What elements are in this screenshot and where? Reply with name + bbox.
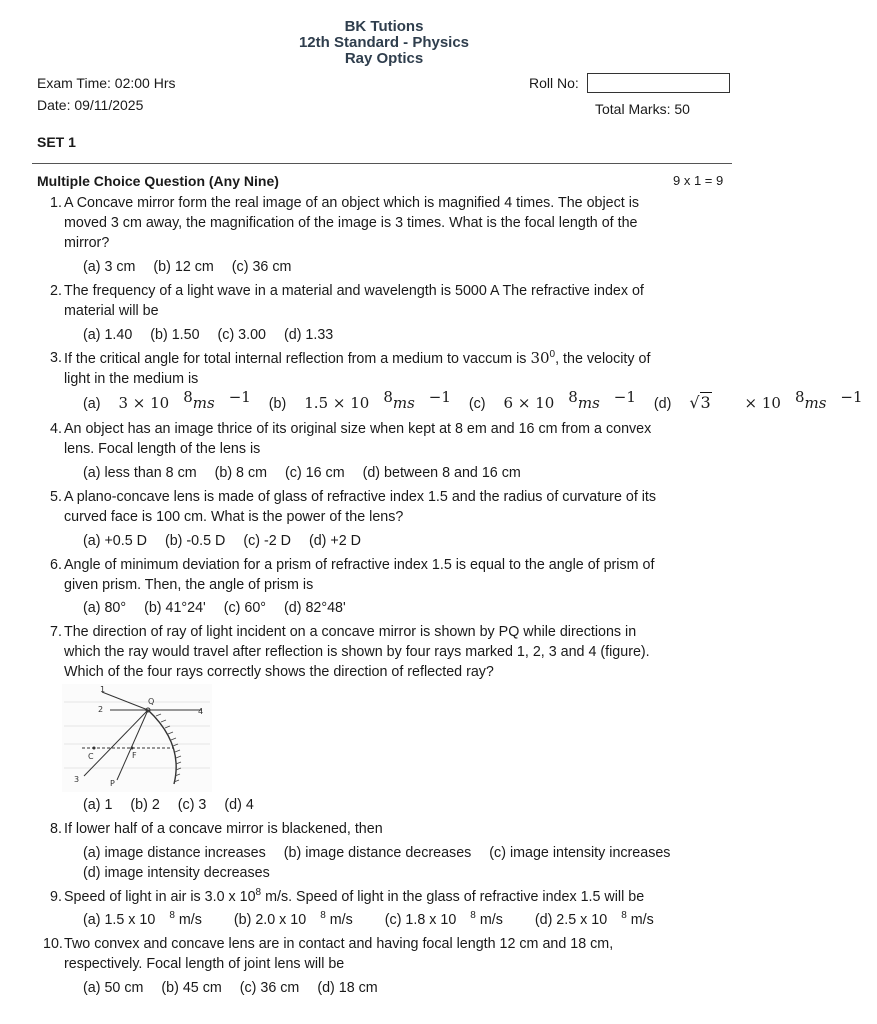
question-6-line: given prism. Then, the angle of prism is [64, 577, 314, 593]
roll-no-box[interactable] [587, 73, 730, 93]
option: (a) image distance increases [83, 845, 266, 861]
option: (b) 1.50 [150, 327, 200, 343]
question-5-line: A plano-concave lens is made of glass of refractive index 1.5 and the radius of curvature of its [64, 489, 657, 505]
institute-name: BK Tutions [344, 18, 424, 35]
section-title: Multiple Choice Question (Any Nine) [37, 173, 279, 189]
question-10-line: respectively. Focal length of joint lens will be [64, 956, 345, 972]
option: (a) 1 [83, 797, 113, 813]
question-7-line: Which of the four rays correctly shows the direction of reflected ray? [64, 664, 494, 680]
question-8-line: If lower half of a concave mirror is blackened, then [64, 821, 383, 837]
option: (a) 3 × 10 $^8$ms $^{-1}$ [83, 388, 251, 412]
exam-time: Exam Time: 02:00 Hrs [37, 75, 176, 91]
option: (c) 60° [223, 600, 267, 616]
option: (a) 3 cm [83, 259, 136, 275]
question-9-line: Speed of light in air is 3.0 x $10^8$ m/s. Speed of light in the glass of refractive index 1.5 will be [64, 887, 645, 905]
figure-label: 4 [198, 707, 204, 716]
question-6-options [83, 598, 360, 618]
question-3-line: light in the medium is [64, 371, 199, 387]
question-4-line: An object has an image thrice of its original size when kept at 8 em and 16 cm from a convex [64, 421, 652, 437]
option: (d) 1.33 [283, 327, 334, 343]
option: (b) 2 [130, 797, 160, 813]
option: (a) less than 8 cm [83, 465, 197, 481]
standard-subject: 12th Standard - Physics [298, 34, 470, 51]
section-marks: 9 x 1 = 9 [673, 173, 724, 188]
question-3-number: 3. [50, 350, 62, 366]
option: (b) 45 cm [161, 980, 222, 996]
question-1-line: A Concave mirror form the real image of an object which is magnified 4 times. The object is [64, 195, 640, 211]
question-2-line: material will be [64, 303, 159, 319]
option: (c) 3 [177, 797, 207, 813]
question-4-line: lens. Focal length of the lens is [64, 441, 261, 457]
option: (d) 2.5 x 10 $^8$ m/s [534, 910, 654, 928]
option: (b) 2.0 x 10 $^8$ m/s [233, 910, 353, 928]
figure-label: 2 [98, 705, 104, 714]
option: (d) 18 cm [317, 980, 378, 996]
option: (c) -2 D [243, 533, 291, 549]
question-4-number: 4. [50, 421, 62, 437]
option: (d) 4 [224, 797, 254, 813]
question-2-options [83, 325, 347, 345]
question-6-line: Angle of minimum deviation for a prism of refractive index 1.5 is equal to the angle of prism of [64, 557, 655, 573]
question-7-line: The direction of ray of light incident on a concave mirror is shown by PQ while directions in [64, 624, 637, 640]
option: (a) 50 cm [83, 980, 144, 996]
option: (b) 1.5 × 10 $^8$ms $^{-1}$ [268, 388, 451, 412]
question-10-number: 10. [43, 936, 63, 952]
question-2-line: The frequency of a light wave in a material and wavelength is 5000 A The refractive index of [64, 283, 644, 299]
question-8-options [83, 863, 284, 883]
concave-mirror-figure [62, 684, 212, 792]
option: (c) 36 cm [231, 259, 292, 275]
question-1-number: 1. [50, 195, 62, 211]
question-8-options [83, 843, 684, 863]
option: (c) 36 cm [239, 980, 300, 996]
question-1-line: moved 3 cm away, the magnification of the image is 3 times. What is the focal length of the [64, 215, 638, 231]
question-9-options [83, 910, 682, 930]
option: (c) 6 × 10 $^8$ms $^{-1}$ [468, 388, 636, 412]
option: (b) 12 cm [153, 259, 214, 275]
option: (d) √3 × 10 $^8$ms $^{-1}$ [653, 388, 863, 412]
option: (c) 3.00 [217, 327, 266, 343]
total-marks: Total Marks: 50 [595, 101, 690, 117]
option: (c) 16 cm [285, 465, 345, 481]
chapter-title: Ray Optics [344, 50, 424, 67]
option: (b) 8 cm [214, 465, 268, 481]
figure-label: 3 [74, 775, 80, 784]
figure-label: F [132, 751, 137, 760]
figure-label: P [110, 779, 115, 788]
option: (a) 1.5 x 10 $^8$ m/s [83, 910, 202, 928]
question-5-number: 5. [50, 489, 62, 505]
question-7-line: which the ray would travel after reflection is shown by four rays marked 1, 2, 3 and 4 (figure). [64, 644, 650, 660]
question-3-options [83, 388, 877, 414]
question-2-number: 2. [50, 283, 62, 299]
question-6-number: 6. [50, 557, 62, 573]
option: (c) image intensity increases [489, 845, 671, 861]
question-9-number: 9. [50, 889, 62, 905]
option: (a) 80° [83, 600, 127, 616]
roll-no-label: Roll No: [529, 75, 579, 91]
option: (b) -0.5 D [164, 533, 226, 549]
option: (c) 1.8 x 10 $^8$ m/s [384, 910, 503, 928]
question-1-line: mirror? [64, 235, 110, 251]
question-5-options [83, 531, 375, 551]
option: (d) 82°48' [284, 600, 346, 616]
question-1-options [83, 257, 305, 277]
question-7-options [83, 795, 268, 815]
question-7-number: 7. [50, 624, 62, 640]
figure-label: Q [148, 697, 155, 706]
divider [32, 163, 732, 164]
question-8-number: 8. [50, 821, 62, 837]
question-5-line: curved face is 100 cm. What is the power of the lens? [64, 509, 404, 525]
question-10-line: Two convex and concave lens are in contact and having focal length 12 cm and 18 cm, [64, 936, 614, 952]
question-3-line: If the critical angle for total internal reflection from a medium to vaccum is $30^0$, the velocity of [64, 349, 651, 367]
option: (a) +0.5 D [83, 533, 147, 549]
option: (d) image intensity decreases [83, 865, 270, 881]
figure-label: 1 [100, 685, 106, 694]
set-label: SET 1 [37, 134, 76, 150]
option: (b) 41°24' [144, 600, 206, 616]
figure-label: C [88, 752, 94, 761]
option: (d) +2 D [308, 533, 362, 549]
option: (a) 1.40 [83, 327, 133, 343]
option: (d) between 8 and 16 cm [362, 465, 521, 481]
question-4-options [83, 463, 535, 483]
exam-date: Date: 09/11/2025 [37, 97, 144, 113]
option: (b) image distance decreases [283, 845, 472, 861]
question-10-options [83, 978, 392, 998]
